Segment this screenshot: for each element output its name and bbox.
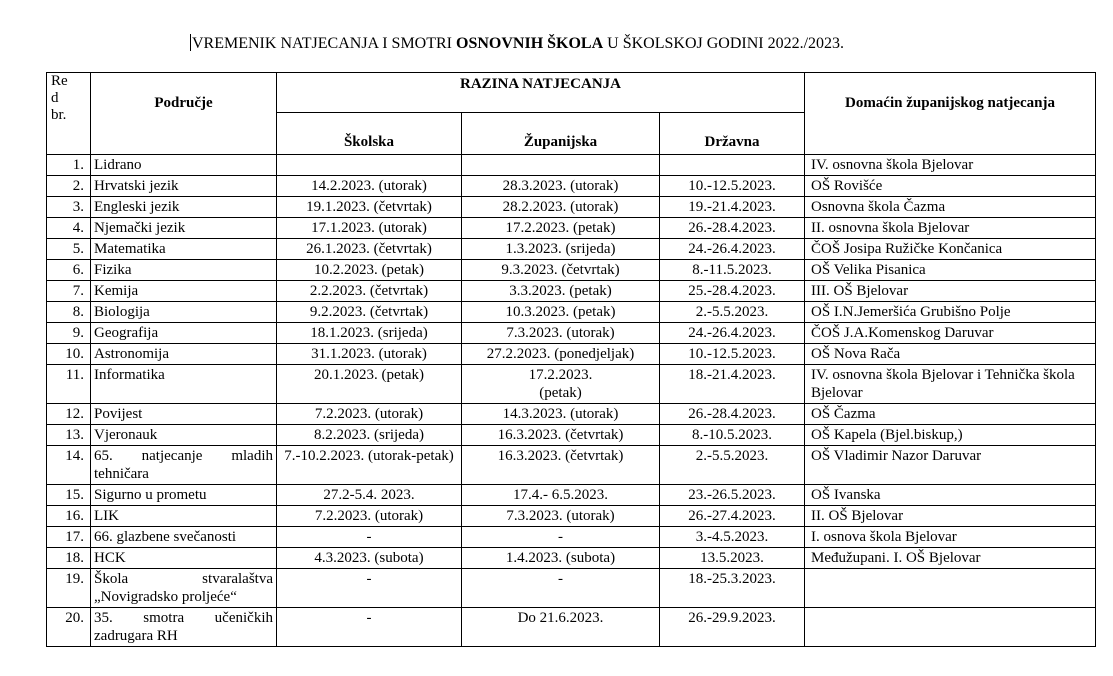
cell-skolska: 7.-10.2.2023. (utorak-petak): [277, 446, 462, 485]
cell-num: 16.: [47, 506, 91, 527]
table-row: [47, 485, 1096, 506]
cell-host: OŠ Velika Pisanica: [805, 260, 1096, 281]
cell-skolska: -: [277, 569, 462, 608]
cell-drzavna: 8.-10.5.2023.: [660, 425, 805, 446]
cell-num: 4.: [47, 218, 91, 239]
header-domacin: Domaćin županijskog natjecanja: [805, 73, 1096, 155]
cell-skolska: 31.1.2023. (utorak): [277, 344, 462, 365]
cell-zupanijska: 16.3.2023. (četvrtak): [462, 446, 660, 485]
cell-area: Povijest: [91, 404, 277, 425]
cell-zupanijska: 10.3.2023. (petak): [462, 302, 660, 323]
table-row: [47, 344, 1096, 365]
cell-num: 3.: [47, 197, 91, 218]
cell-skolska: 2.2.2023. (četvrtak): [277, 281, 462, 302]
cell-drzavna: 26.-28.4.2023.: [660, 404, 805, 425]
cell-host: [805, 608, 1096, 647]
cell-area: Fizika: [91, 260, 277, 281]
cell-drzavna: 26.-28.4.2023.: [660, 218, 805, 239]
cell-host: OŠ Čazma: [805, 404, 1096, 425]
cell-drzavna: 10.-12.5.2023.: [660, 344, 805, 365]
cell-drzavna: 8.-11.5.2023.: [660, 260, 805, 281]
cell-host: OŠ Kapela (Bjel.biskup,): [805, 425, 1096, 446]
table-row: [47, 365, 1096, 404]
table-row: [47, 548, 1096, 569]
table-row: [47, 527, 1096, 548]
cell-skolska: 17.1.2023. (utorak): [277, 218, 462, 239]
cell-zupanijska: 27.2.2023. (ponedjeljak): [462, 344, 660, 365]
table-row: [47, 302, 1096, 323]
cell-area: Biologija: [91, 302, 277, 323]
cell-drzavna: 18.-25.3.2023.: [660, 569, 805, 608]
cell-area: 66. glazbene svečanosti: [91, 527, 277, 548]
header-skolska: Školska: [277, 113, 462, 155]
cell-host: I. osnova škola Bjelovar: [805, 527, 1096, 548]
cell-drzavna: 13.5.2023.: [660, 548, 805, 569]
cell-num: 20.: [47, 608, 91, 647]
cell-host: OŠ Vladimir Nazor Daruvar: [805, 446, 1096, 485]
cell-zupanijska: 17.4.- 6.5.2023.: [462, 485, 660, 506]
cell-skolska: 14.2.2023. (utorak): [277, 176, 462, 197]
cell-drzavna: 23.-26.5.2023.: [660, 485, 805, 506]
cell-drzavna: 2.-5.5.2023.: [660, 446, 805, 485]
cell-zupanijska: 17.2.2023. (petak): [462, 218, 660, 239]
cell-area: Astronomija: [91, 344, 277, 365]
table-row: [47, 155, 1096, 176]
cell-skolska: 10.2.2023. (petak): [277, 260, 462, 281]
cell-area: 35. smotra učeničkih zadrugara RH: [91, 608, 277, 647]
cell-zupanijska: 28.3.2023. (utorak): [462, 176, 660, 197]
cell-zupanijska: 7.3.2023. (utorak): [462, 506, 660, 527]
title-part-2: U ŠKOLSKOJ GODINI 2022./2023.: [603, 35, 845, 52]
cell-zupanijska: 9.3.2023. (četvrtak): [462, 260, 660, 281]
cell-area: 65. natjecanje mladih tehničara: [91, 446, 277, 485]
cell-host: ČOŠ Josipa Ružičke Končanica: [805, 239, 1096, 260]
table-row: [47, 323, 1096, 344]
cell-num: 2.: [47, 176, 91, 197]
cell-skolska: 18.1.2023. (srijeda): [277, 323, 462, 344]
cell-zupanijska: -: [462, 527, 660, 548]
header-row-top: [47, 73, 1096, 113]
cell-drzavna: 2.-5.5.2023.: [660, 302, 805, 323]
title-part-1: VREMENIK NATJECANJA I SMOTRI: [192, 35, 457, 52]
cell-num: 18.: [47, 548, 91, 569]
header-razina-natjecanja: RAZINA NATJECANJA: [277, 73, 805, 113]
cell-drzavna: 24.-26.4.2023.: [660, 323, 805, 344]
table-row: [47, 218, 1096, 239]
header-drzavna: Državna: [660, 113, 805, 155]
cell-area: Informatika: [91, 365, 277, 404]
cell-num: 15.: [47, 485, 91, 506]
header-podrucje: Područje: [91, 73, 277, 155]
cell-area: Engleski jezik: [91, 197, 277, 218]
cell-host: IV. osnovna škola Bjelovar: [805, 155, 1096, 176]
cell-zupanijska: -: [462, 569, 660, 608]
header-zupanijska: Županijska: [462, 113, 660, 155]
table-row: [47, 608, 1096, 647]
cell-drzavna: 19.-21.4.2023.: [660, 197, 805, 218]
cell-zupanijska: 17.2.2023. (petak): [462, 365, 660, 404]
cell-drzavna: 18.-21.4.2023.: [660, 365, 805, 404]
cell-num: 13.: [47, 425, 91, 446]
cell-skolska: 4.3.2023. (subota): [277, 548, 462, 569]
cell-num: 10.: [47, 344, 91, 365]
cell-area: Kemija: [91, 281, 277, 302]
cell-drzavna: 10.-12.5.2023.: [660, 176, 805, 197]
cell-skolska: 7.2.2023. (utorak): [277, 506, 462, 527]
table-row: [47, 239, 1096, 260]
cell-skolska: [277, 155, 462, 176]
cell-num: 9.: [47, 323, 91, 344]
cell-drzavna: [660, 155, 805, 176]
table-row: [47, 425, 1096, 446]
cell-skolska: 26.1.2023. (četvrtak): [277, 239, 462, 260]
cell-skolska: 20.1.2023. (petak): [277, 365, 462, 404]
header-red-br: Re d br.: [47, 73, 91, 155]
cell-zupanijska: Do 21.6.2023.: [462, 608, 660, 647]
cell-zupanijska: 1.4.2023. (subota): [462, 548, 660, 569]
text-cursor: [190, 34, 191, 51]
document-title: [190, 34, 844, 53]
cell-host: OŠ Nova Rača: [805, 344, 1096, 365]
cell-area: HCK: [91, 548, 277, 569]
cell-host: II. osnovna škola Bjelovar: [805, 218, 1096, 239]
cell-zupanijska: 14.3.2023. (utorak): [462, 404, 660, 425]
cell-skolska: -: [277, 608, 462, 647]
competition-schedule-table: [46, 72, 1096, 647]
cell-area: Lidrano: [91, 155, 277, 176]
cell-host: Međužupani. I. OŠ Bjelovar: [805, 548, 1096, 569]
cell-num: 1.: [47, 155, 91, 176]
cell-zupanijska: 28.2.2023. (utorak): [462, 197, 660, 218]
cell-drzavna: 25.-28.4.2023.: [660, 281, 805, 302]
cell-zupanijska: [462, 155, 660, 176]
cell-area: Škola stvaralaštva „Novigradsko proljeće“: [91, 569, 277, 608]
cell-area: Hrvatski jezik: [91, 176, 277, 197]
cell-num: 6.: [47, 260, 91, 281]
cell-skolska: 8.2.2023. (srijeda): [277, 425, 462, 446]
cell-host: III. OŠ Bjelovar: [805, 281, 1096, 302]
cell-drzavna: 3.-4.5.2023.: [660, 527, 805, 548]
table-row: [47, 281, 1096, 302]
cell-host: IV. osnovna škola Bjelovar i Tehnička škola Bjelovar: [805, 365, 1096, 404]
cell-area: Matematika: [91, 239, 277, 260]
cell-host: Osnovna škola Čazma: [805, 197, 1096, 218]
cell-host: [805, 569, 1096, 608]
cell-host: OŠ Ivanska: [805, 485, 1096, 506]
cell-area: Sigurno u prometu: [91, 485, 277, 506]
cell-host: II. OŠ Bjelovar: [805, 506, 1096, 527]
cell-num: 19.: [47, 569, 91, 608]
cell-num: 5.: [47, 239, 91, 260]
cell-host: OŠ Rovišće: [805, 176, 1096, 197]
cell-num: 12.: [47, 404, 91, 425]
cell-area: Geografija: [91, 323, 277, 344]
cell-host: ČOŠ J.A.Komenskog Daruvar: [805, 323, 1096, 344]
cell-skolska: 7.2.2023. (utorak): [277, 404, 462, 425]
cell-skolska: 9.2.2023. (četvrtak): [277, 302, 462, 323]
table-row: [47, 506, 1096, 527]
table-row: [47, 176, 1096, 197]
table-row: [47, 260, 1096, 281]
cell-num: 7.: [47, 281, 91, 302]
cell-area: Vjeronauk: [91, 425, 277, 446]
cell-drzavna: 26.-29.9.2023.: [660, 608, 805, 647]
table-row: [47, 197, 1096, 218]
cell-num: 11.: [47, 365, 91, 404]
cell-skolska: 27.2-5.4. 2023.: [277, 485, 462, 506]
title-part-bold: OSNOVNIH ŠKOLA: [456, 35, 604, 52]
cell-drzavna: 24.-26.4.2023.: [660, 239, 805, 260]
cell-skolska: -: [277, 527, 462, 548]
cell-num: 14.: [47, 446, 91, 485]
table-row: [47, 569, 1096, 608]
table-row: [47, 446, 1096, 485]
table-body: [47, 155, 1096, 647]
cell-area: Njemački jezik: [91, 218, 277, 239]
cell-zupanijska: 7.3.2023. (utorak): [462, 323, 660, 344]
cell-num: 17.: [47, 527, 91, 548]
cell-drzavna: 26.-27.4.2023.: [660, 506, 805, 527]
cell-skolska: 19.1.2023. (četvrtak): [277, 197, 462, 218]
table-row: [47, 404, 1096, 425]
cell-zupanijska: 3.3.2023. (petak): [462, 281, 660, 302]
cell-area: LIK: [91, 506, 277, 527]
cell-zupanijska: 16.3.2023. (četvrtak): [462, 425, 660, 446]
cell-num: 8.: [47, 302, 91, 323]
cell-host: OŠ I.N.Jemeršića Grubišno Polje: [805, 302, 1096, 323]
cell-zupanijska: 1.3.2023. (srijeda): [462, 239, 660, 260]
